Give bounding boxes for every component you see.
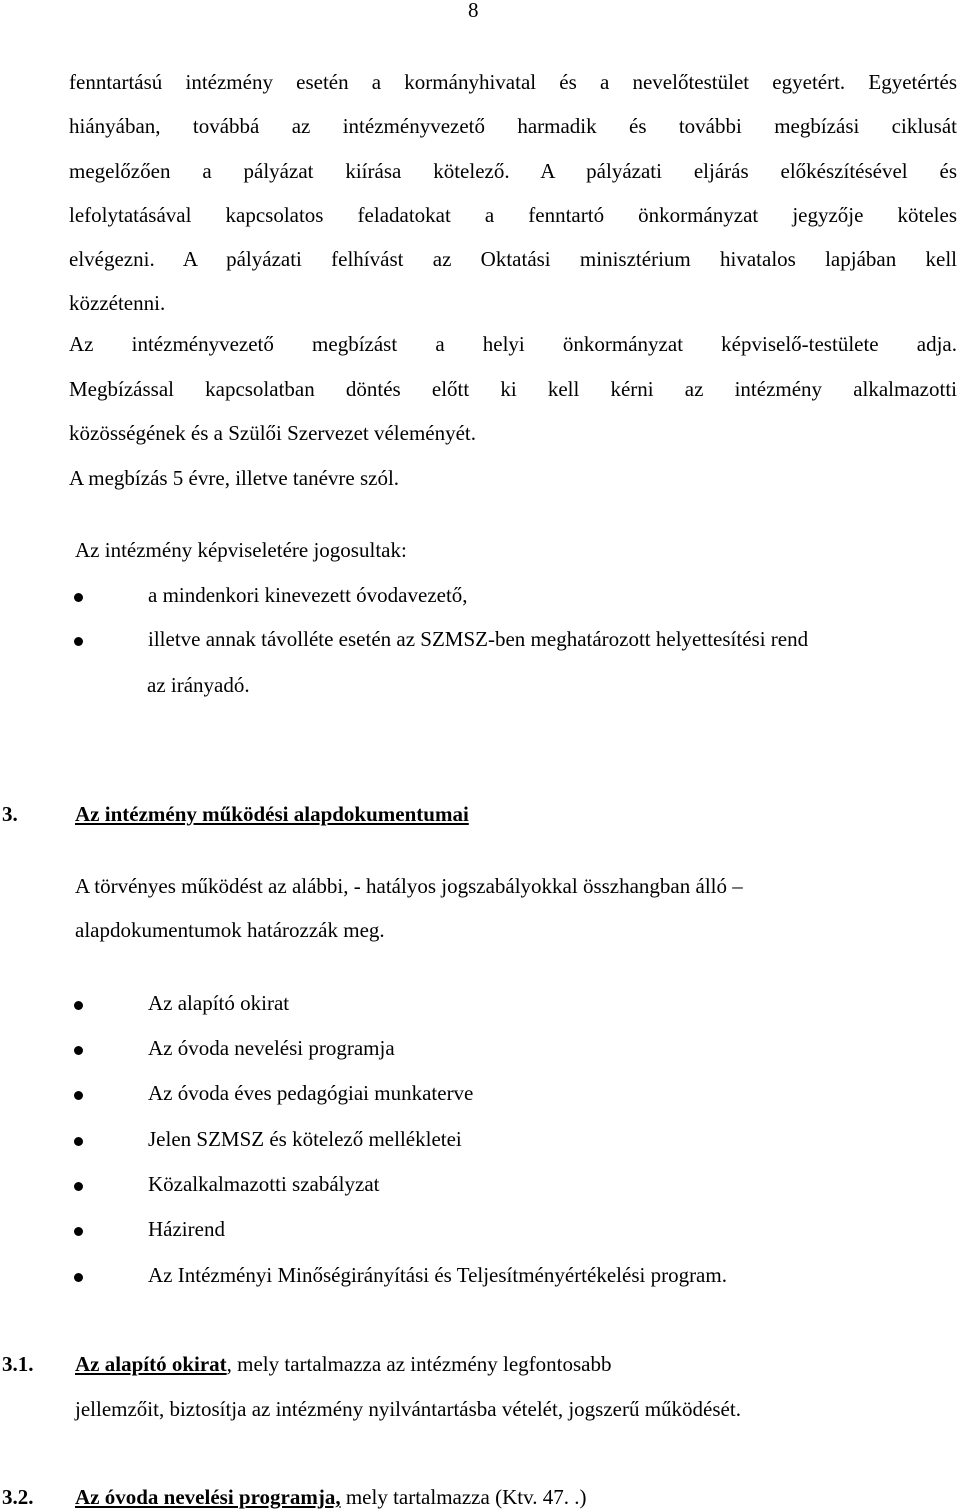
section-3-2-number: 3.2. xyxy=(2,1485,34,1509)
intro-line: megelőzően a pályázat kiírása kötelező. A pályázati eljárás előkészítésével és xyxy=(69,158,957,183)
representation-item: illetve annak távolléte esetén az SZMSZ-ben meghatározott helyettesítési rend xyxy=(148,627,809,651)
section-3-2-line xyxy=(75,1485,586,1510)
document-item: Közalkalmazotti szabályzat xyxy=(148,1172,380,1196)
section-3-1-text: , mely tartalmazza az intézmény legfontosabb xyxy=(226,1352,612,1376)
section-3-intro-line-1: A törvényes működést az alábbi, - hatályos jogszabályokkal összhangban álló – xyxy=(75,874,743,898)
appointment-line-1: Az intézményvezető megbízást a helyi önkormányzat képviselő-testülete adja. xyxy=(69,332,957,356)
section-3-2-text: mely tartalmazza (Ktv. 47. .) xyxy=(340,1485,587,1509)
section-3-number: 3. xyxy=(2,802,18,826)
appointment-line-2: Megbízással kapcsolatban döntés előtt ki kell kérni az intézmény alkalmazotti xyxy=(69,377,957,401)
section-3-2-title: Az óvoda nevelési programja, xyxy=(75,1485,341,1509)
representation-item-cont: az irányadó. xyxy=(147,673,250,697)
intro-line: közzétenni. xyxy=(69,291,166,316)
document-item: Az óvoda éves pedagógiai munkaterve xyxy=(148,1081,474,1105)
appointment-line-3: közösségének és a Szülői Szervezet véleményét. xyxy=(69,421,477,445)
bullet-icon xyxy=(74,1046,83,1055)
representation-item: a mindenkori kinevezett óvodavezető, xyxy=(148,583,468,607)
document-item: Az Intézményi Minőségirányítási és Teljesítményértékelési program. xyxy=(148,1263,727,1287)
section-3-1-number: 3.1. xyxy=(2,1352,34,1376)
representation-heading: Az intézmény képviseletére jogosultak: xyxy=(75,538,407,562)
bullet-icon xyxy=(74,637,83,646)
section-3-title: Az intézmény működési alapdokumentumai xyxy=(75,802,469,826)
bullet-icon xyxy=(74,1001,83,1010)
bullet-icon xyxy=(74,1137,83,1146)
intro-line: lefolytatásával kapcsolatos feladatokat a fenntartó önkormányzat jegyzője köteles xyxy=(69,202,957,227)
bullet-icon xyxy=(74,1227,83,1236)
bullet-icon xyxy=(74,1182,83,1191)
document-item: Jelen SZMSZ és kötelező mellékletei xyxy=(148,1127,462,1151)
bullet-icon xyxy=(74,1273,83,1282)
bullet-icon xyxy=(74,593,83,602)
section-3-1-line-1 xyxy=(75,1352,612,1377)
intro-line: hiányában, továbbá az intézményvezető harmadik és további megbízási ciklusát xyxy=(69,114,957,139)
document-item: Az alapító okirat xyxy=(148,991,290,1015)
section-3-1-line-2: jellemzőit, biztosítja az intézmény nyilvántartásba vételét, jogszerű működését. xyxy=(75,1397,741,1421)
intro-paragraph xyxy=(69,60,957,326)
document-item: Házirend xyxy=(148,1217,225,1241)
intro-line: fenntartású intézmény esetén a kormányhivatal és a nevelőtestület egyetért. Egyetértés xyxy=(69,70,957,94)
section-3-intro-line-2: alapdokumentumok határozzák meg. xyxy=(75,918,385,942)
section-3-1-title: Az alapító okirat xyxy=(75,1352,227,1376)
appointment-line-4: A megbízás 5 évre, illetve tanévre szól. xyxy=(69,466,400,490)
bullet-icon xyxy=(74,1091,83,1100)
page-number: 8 xyxy=(468,0,479,22)
document-item: Az óvoda nevelési programja xyxy=(148,1036,395,1060)
intro-line: elvégezni. A pályázati felhívást az Oktatási minisztérium hivatalos lapjában kell xyxy=(69,247,957,272)
